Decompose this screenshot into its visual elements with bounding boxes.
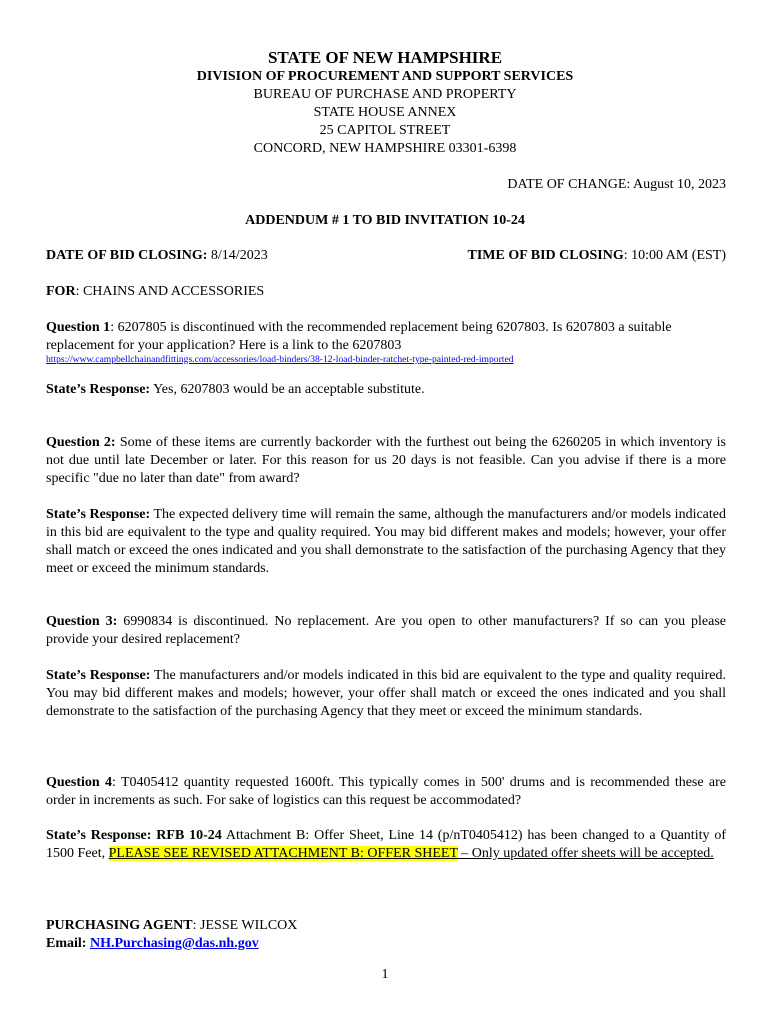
response-1 xyxy=(46,381,425,399)
revised-attachment-notice: PLEASE SEE REVISED ATTACHMENT B: OFFER SHEET xyxy=(108,846,458,861)
purchasing-agent xyxy=(46,917,297,935)
question-2-label: Question 2: xyxy=(46,435,116,450)
question-2 xyxy=(46,434,726,488)
bid-closing-time-value: : 10:00 AM (EST) xyxy=(623,248,726,263)
purchasing-agent-label: PURCHASING AGENT xyxy=(46,918,193,933)
question-3 xyxy=(46,613,726,649)
bid-closing-time-label: TIME OF BID CLOSING xyxy=(467,248,624,263)
state-title: STATE OF NEW HAMPSHIRE xyxy=(267,48,503,67)
response-3-label: State’s Response: xyxy=(46,668,151,683)
building-name: STATE HOUSE ANNEX xyxy=(313,105,457,120)
response-4 xyxy=(46,827,726,863)
bid-closing-date xyxy=(46,247,268,265)
purchasing-agent-name: : JESSE WILCOX xyxy=(192,918,298,933)
for-value: : CHAINS AND ACCESSORIES xyxy=(75,284,265,299)
email-separator: : xyxy=(81,936,90,951)
question-3-text: 6990834 is discontinued. No replacement. Are you open to other manufacturers? If so can you please provide your desired replacement? xyxy=(46,614,726,647)
question-1-label: Question 1 xyxy=(46,320,111,335)
response-1-label: State’s Response: xyxy=(46,382,151,397)
date-of-change: DATE OF CHANGE: August 10, 2023 xyxy=(507,177,726,192)
response-2 xyxy=(46,506,726,578)
question-2-text: Some of these items are currently backorder with the furthest out being the 6260205 in which inventory is not due until late December or later. For this reason for us 20 days is not feasible. Can you advise if there is a more specific "due no later than date" from award? xyxy=(46,435,726,486)
bid-closing-date-value: 8/14/2023 xyxy=(207,248,268,263)
question-4-text: : T0405412 quantity requested 1600ft. This typically comes in 500' drums and is recommended these are order in increments as such. For sake of logistics can this request be accommodated? xyxy=(46,775,726,808)
question-4 xyxy=(46,774,726,810)
city-address: CONCORD, NEW HAMPSHIRE 03301-6398 xyxy=(253,141,517,156)
question-1-line-2: replacement for your application? Here is a link to the 6207803 xyxy=(46,338,402,353)
page-number: 1 xyxy=(381,967,389,982)
bureau-name: BUREAU OF PURCHASE AND PROPERTY xyxy=(253,87,517,102)
division-name: DIVISION OF PROCUREMENT AND SUPPORT SERVICES xyxy=(196,69,574,84)
agent-email xyxy=(46,935,259,953)
response-4-text: Attachment B: Offer Sheet, Line 14 (p/nT0405412) has been changed to a Quantity of 1500 Feet, xyxy=(46,828,726,861)
email-label: Email xyxy=(46,936,82,951)
question-1-product-link[interactable]: https://www.campbellchainandfittings.com/accessories/load-binders/38-12-load-binder-ratchet-type-painted-red-imported xyxy=(46,354,514,365)
response-2-text: The expected delivery time will remain the same, although the manufacturers and/or models indicated in this bid are equivalent to the type and quality required. You may bid different makes and models; however, your offer shall match or exceed the ones indicated and you shall demonstrate to the satisfaction of the purchasing Agency that they meet or exceed the minimum standards. xyxy=(46,507,726,576)
response-2-label: State’s Response: xyxy=(46,507,151,522)
street-address: 25 CAPITOL STREET xyxy=(319,123,451,138)
question-1-line-1 xyxy=(46,319,736,337)
response-4-rfb: RFB 10-24 xyxy=(151,828,222,843)
email-link[interactable]: NH.Purchasing@das.nh.gov xyxy=(89,936,259,951)
response-4-label: State’s Response: xyxy=(46,828,152,843)
question-1-text: : 6207805 is discontinued with the recommended replacement being 6207803. Is 6207803 a suitable xyxy=(110,320,672,335)
response-3 xyxy=(46,667,726,721)
for-line xyxy=(46,283,264,301)
addendum-title: ADDENDUM # 1 TO BID INVITATION 10-24 xyxy=(245,213,525,228)
bid-closing-time xyxy=(420,247,726,265)
bid-closing-date-label: DATE OF BID CLOSING: xyxy=(46,248,208,263)
question-4-label: Question 4 xyxy=(46,775,112,790)
response-1-text: Yes, 6207803 would be an acceptable substitute. xyxy=(150,382,425,397)
question-3-label: Question 3: xyxy=(46,614,118,629)
response-4-tail: – Only updated offer sheets will be accepted. xyxy=(457,846,714,861)
response-3-text: The manufacturers and/or models indicated in this bid are equivalent to the type and quality required. You may bid different makes and models; however, your offer shall match or exceed the ones indicated and you shall demonstrate to the satisfaction of the purchasing Agency that they meet or exceed the minimum standards. xyxy=(46,668,726,719)
for-label: FOR xyxy=(46,284,76,299)
